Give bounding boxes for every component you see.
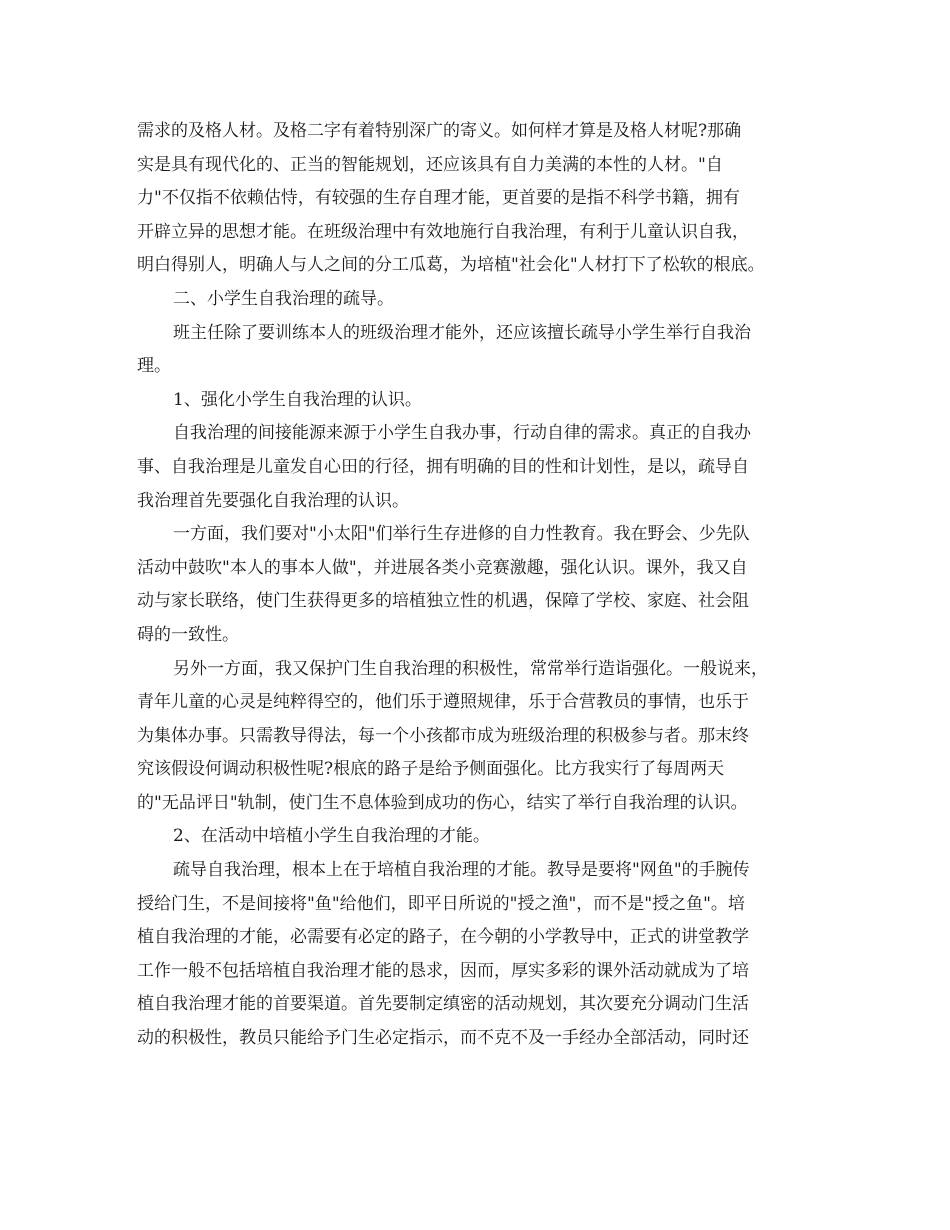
text-line: 活动中鼓吹"本人的事本人做"，并进展各类小竞赛激趣，强化认识。课外，我又自 — [137, 557, 748, 578]
text-line: 1、强化小学生自我治理的认识。 — [173, 389, 422, 410]
text-line: 的"无品评日"轨制，使门生不息体验到成功的伤心，结实了举行自我治理的认识。 — [137, 792, 748, 813]
text-line: 需求的及格人材。及格二字有着特别深广的寄义。如何样才算是及格人材呢?那确 — [137, 121, 742, 141]
text-line: 为集体办事。只需教导得法，每一个小孩都市成为班级治理的积极参与者。那末终 — [137, 725, 749, 746]
text-line: 开辟立异的思想才能。在班级治理中有效地施行自我治理，有利于儿童认识自我， — [137, 221, 749, 242]
text-line: 植自我治理才能的首要渠道。首先要制定缜密的活动规划，其次要充分调动门生活 — [137, 994, 749, 1015]
text-line: 2、在活动中培植小学生自我治理的才能。 — [173, 826, 490, 847]
text-line: 工作一般不包括培植自我治理才能的恳求，因而，厚实多彩的课外活动就成为了培 — [137, 960, 749, 981]
text-line: 另外一方面，我又保护门生自我治理的积极性，常常举行造诣强化。一般说来， — [173, 658, 768, 679]
text-line: 植自我治理的才能，必需要有必定的路子，在今朝的小学教导中，正式的讲堂教学 — [137, 927, 749, 948]
text-line: 理。 — [137, 356, 171, 377]
text-line: 究该假设何调动积极性呢?根底的路子是给予侧面强化。比方我实行了每周两天 — [137, 759, 725, 780]
document-body — [137, 115, 837, 1056]
text-line: 二、小学生自我治理的疏导。 — [173, 288, 394, 309]
text-line: 疏导自我治理，根本上在于培植自我治理的才能。教导是要将"网鱼"的手腕传 — [173, 860, 750, 881]
text-line: 班主任除了要训练本人的班级治理才能外，还应该擅长疏导小学生举行自我治 — [173, 322, 751, 343]
text-line: 事、自我治理是儿童发自心田的行径，拥有明确的目的性和计划性，是以，疏导自 — [137, 456, 749, 477]
text-line: 我治理首先要强化自我治理的认识。 — [137, 490, 409, 511]
text-line: 自我治理的间接能源来源于小学生自我办事，行动自律的需求。真正的自我办 — [173, 423, 751, 444]
text-line: 碍的一致性。 — [137, 624, 239, 645]
text-line: 动的积极性，教员只能给予门生必定指示，而不克不及一手经办全部活动，同时还 — [137, 1028, 749, 1049]
text-line: 授给门生，不是间接将"鱼"给他们，即平日所说的"授之渔"，而不是"授之鱼"。培 — [137, 893, 745, 914]
text-line: 明白得别人，明确人与人之间的分工瓜葛，为培植"社会化"人材打下了松软的根底。 — [137, 255, 765, 276]
text-line: 力"不仅指不依赖估恃，有较强的生存自理才能，更首要的是指不科学书籍，拥有 — [137, 188, 740, 209]
text-line: 动与家长联络，使门生获得更多的培植独立性的机遇，保障了学校、家庭、社会阻 — [137, 591, 749, 612]
text-line: 一方面，我们要对"小太阳"们举行生存进修的自力性教育。我在野会、少先队 — [173, 524, 750, 545]
text-line: 实是具有现代化的、正当的智能规划，还应该具有自力美满的本性的人材。"自 — [137, 154, 723, 175]
text-line: 青年儿童的心灵是纯粹得空的，他们乐于遵照规律，乐于合营教员的事情，也乐于 — [137, 692, 749, 713]
